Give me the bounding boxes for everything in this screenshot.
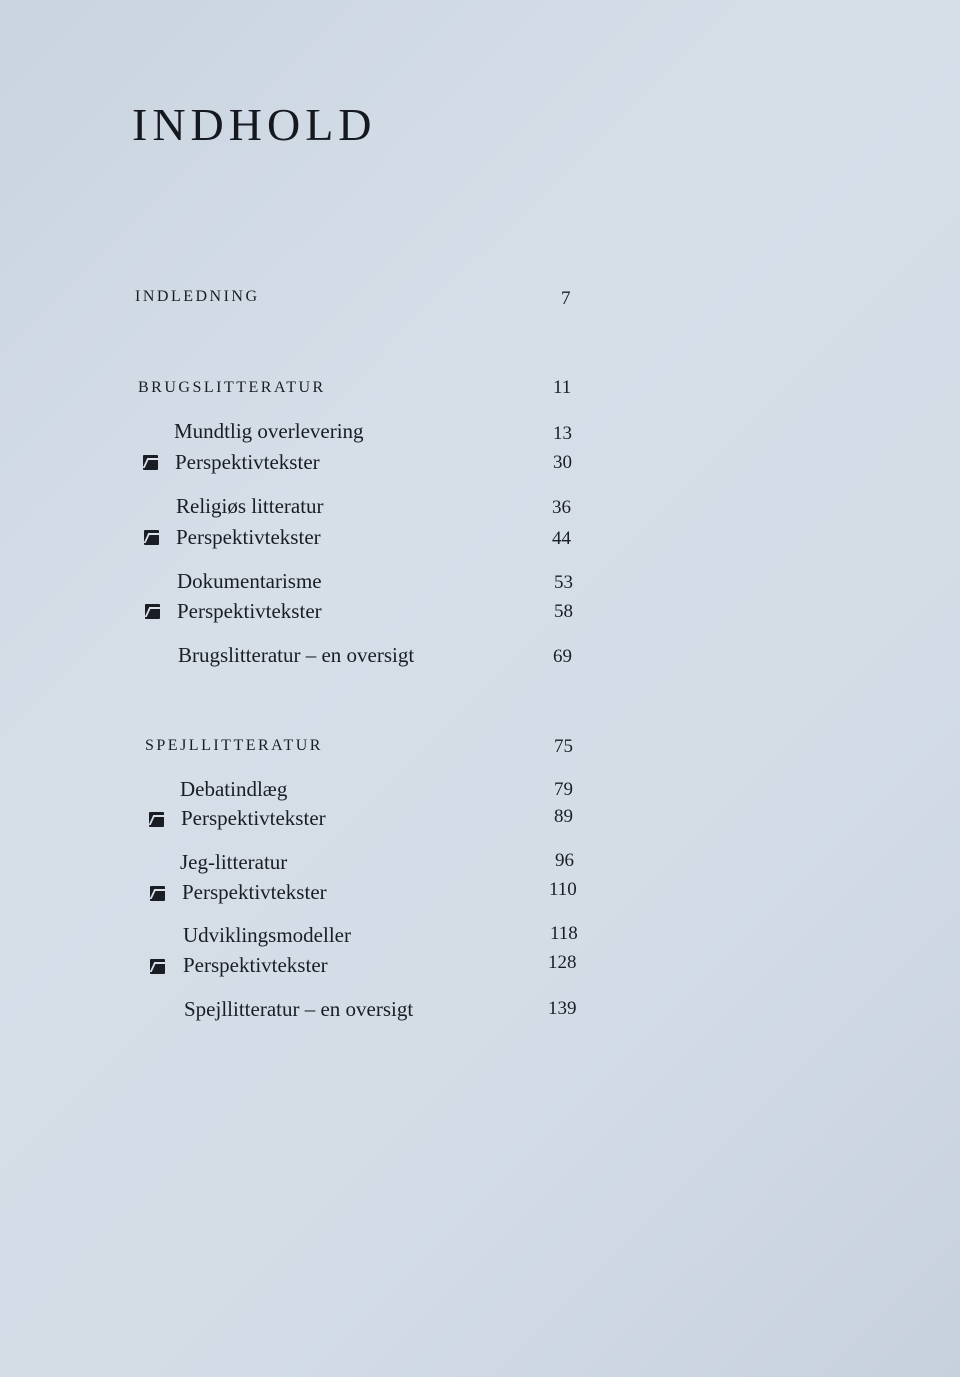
- toc-entry: Jeg-litteratur: [180, 850, 288, 874]
- toc-entry: Brugslitteratur – en oversigt: [178, 643, 415, 667]
- section-spejllitteratur: SPEJLLITTERATUR: [145, 737, 323, 754]
- page-number: 139: [548, 998, 577, 1019]
- page-number: 69: [553, 646, 572, 667]
- page-number: 30: [553, 452, 572, 473]
- page-number: 79: [554, 779, 573, 800]
- section-brugslitteratur: BRUGSLITTERATUR: [138, 379, 326, 396]
- perspective-text-icon: [149, 812, 164, 827]
- page-number: 128: [548, 952, 577, 973]
- page-number: 53: [554, 572, 573, 593]
- section-indledning: INDLEDNING: [135, 288, 260, 305]
- page-number: 11: [553, 377, 572, 398]
- perspective-text-icon: [150, 959, 165, 974]
- page-title: INDHOLD: [132, 99, 377, 150]
- page-number: 110: [549, 879, 577, 900]
- toc-entry: Perspektivtekster: [177, 599, 322, 623]
- page-number: 96: [555, 850, 574, 871]
- perspective-text-icon: [143, 455, 158, 470]
- page-number: 44: [552, 528, 571, 549]
- page-number: 75: [554, 736, 573, 757]
- perspective-text-icon: [150, 886, 165, 901]
- toc-entry: Perspektivtekster: [181, 806, 326, 830]
- toc-entry: Perspektivtekster: [175, 450, 320, 474]
- page-number: 13: [553, 423, 572, 444]
- page-number: 58: [554, 601, 573, 622]
- perspective-text-icon: [144, 530, 159, 545]
- perspective-text-icon: [145, 604, 160, 619]
- toc-entry: Debatindlæg: [180, 777, 288, 801]
- page-number: 89: [554, 806, 573, 827]
- toc-entry: Udviklingsmodeller: [183, 923, 351, 947]
- toc-entry: Perspektivtekster: [183, 953, 328, 977]
- toc-entry: Perspektivtekster: [176, 525, 321, 549]
- page-number: 7: [561, 288, 571, 309]
- toc-entry: Mundtlig overlevering: [174, 419, 364, 443]
- page-number: 118: [550, 923, 578, 944]
- toc-entry: Dokumentarisme: [177, 569, 322, 593]
- toc-entry: Perspektivtekster: [182, 880, 327, 904]
- toc-entry: Spejllitteratur – en oversigt: [184, 997, 414, 1021]
- toc-entry: Religiøs litteratur: [176, 494, 324, 518]
- page-number: 36: [552, 497, 571, 518]
